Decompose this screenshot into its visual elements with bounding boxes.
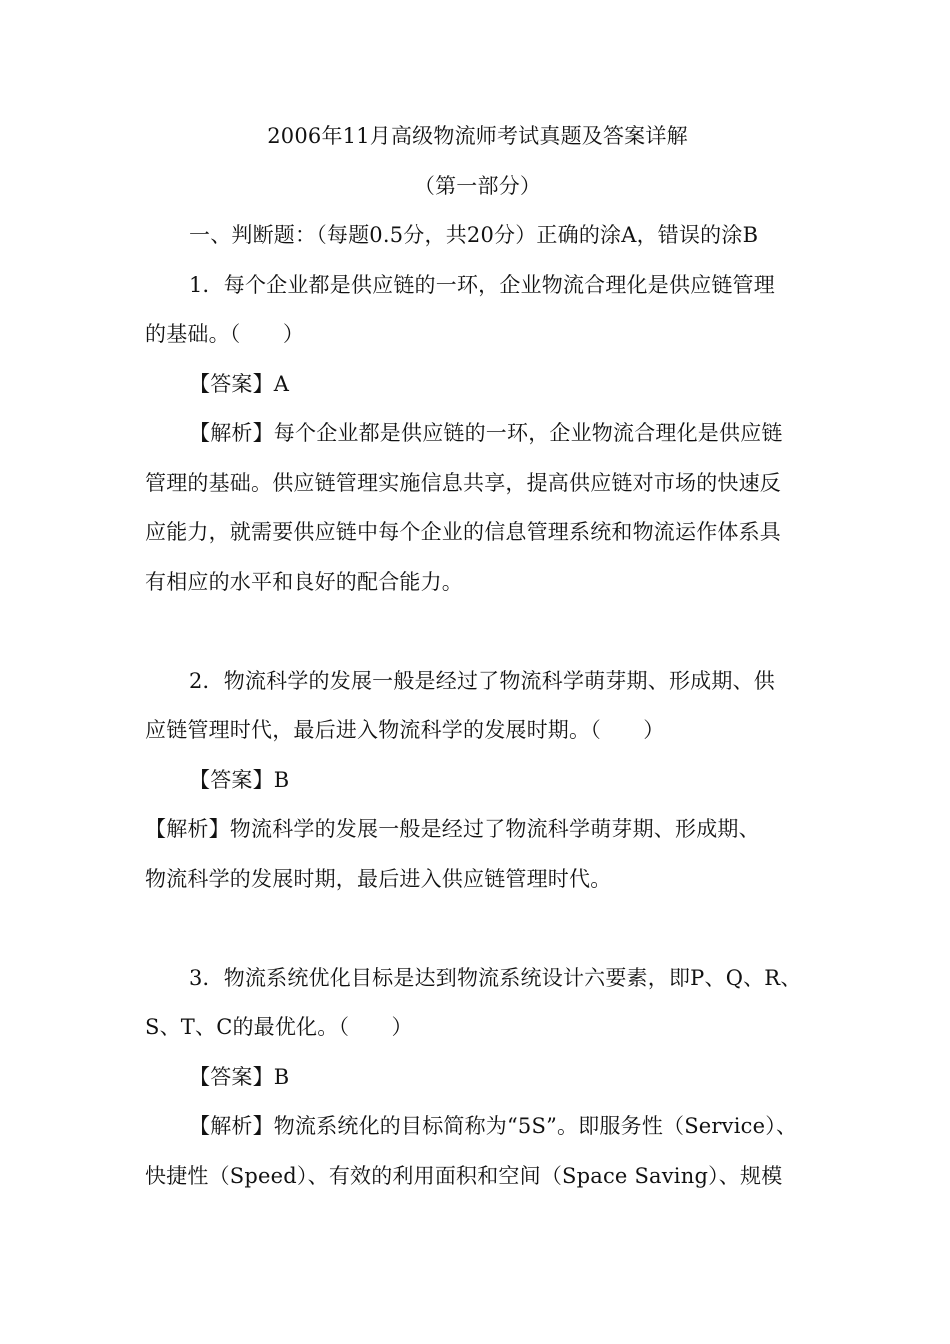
analysis-line: 物流科学的发展时期，最后进入供应链管理时代。 — [145, 866, 612, 891]
analysis-line: 【解析】物流系统化的目标简称为“5S”。即服务性（Service）、 — [189, 1114, 798, 1138]
question-block-1 — [145, 261, 810, 608]
analysis-line: 快捷性（Speed）、有效的利用面积和空间（Space Saving）、规模 — [145, 1163, 783, 1188]
question-text-line: S、T、C的最优化。（ ） — [145, 1015, 413, 1039]
answer-line: 【答案】B — [189, 767, 290, 792]
blank-line — [145, 904, 810, 954]
question-text-line: 3．物流系统优化目标是达到物流系统设计六要素，即P、Q、R、 — [189, 965, 802, 990]
question-text-line: 应链管理时代，最后进入物流科学的发展时期。（ ） — [145, 718, 665, 742]
blank-line — [145, 607, 810, 657]
section-heading: 一、判断题：（每题0.5分，共20分）正确的涂A，错误的涂B — [189, 223, 759, 247]
analysis-line: 应能力，就需要供应链中每个企业的信息管理系统和物流运作体系具 — [145, 520, 781, 544]
document-page — [145, 112, 810, 1201]
analysis-line: 【解析】每个企业都是供应链的一环，企业物流合理化是供应链 — [189, 421, 783, 445]
answer-line: 【答案】B — [189, 1064, 290, 1089]
question-text-line: 1．每个企业都是供应链的一环，企业物流合理化是供应链管理 — [189, 272, 775, 297]
question-block-2 — [145, 657, 810, 905]
document-title: 2006年11月高级物流师考试真题及答案详解 — [267, 124, 688, 148]
analysis-line: 【解析】物流科学的发展一般是经过了物流科学萌芽期、形成期、 — [145, 817, 760, 841]
question-text-line: 2．物流科学的发展一般是经过了物流科学萌芽期、形成期、供 — [189, 668, 775, 693]
question-block-3 — [145, 954, 810, 1202]
document-subtitle: （第一部分） — [413, 173, 542, 198]
analysis-line: 管理的基础。供应链管理实施信息共享，提高供应链对市场的快速反 — [145, 470, 781, 495]
question-text-line: 的基础。（ ） — [145, 322, 305, 346]
answer-line: 【答案】A — [189, 371, 290, 396]
analysis-line: 有相应的水平和良好的配合能力。 — [145, 569, 463, 594]
